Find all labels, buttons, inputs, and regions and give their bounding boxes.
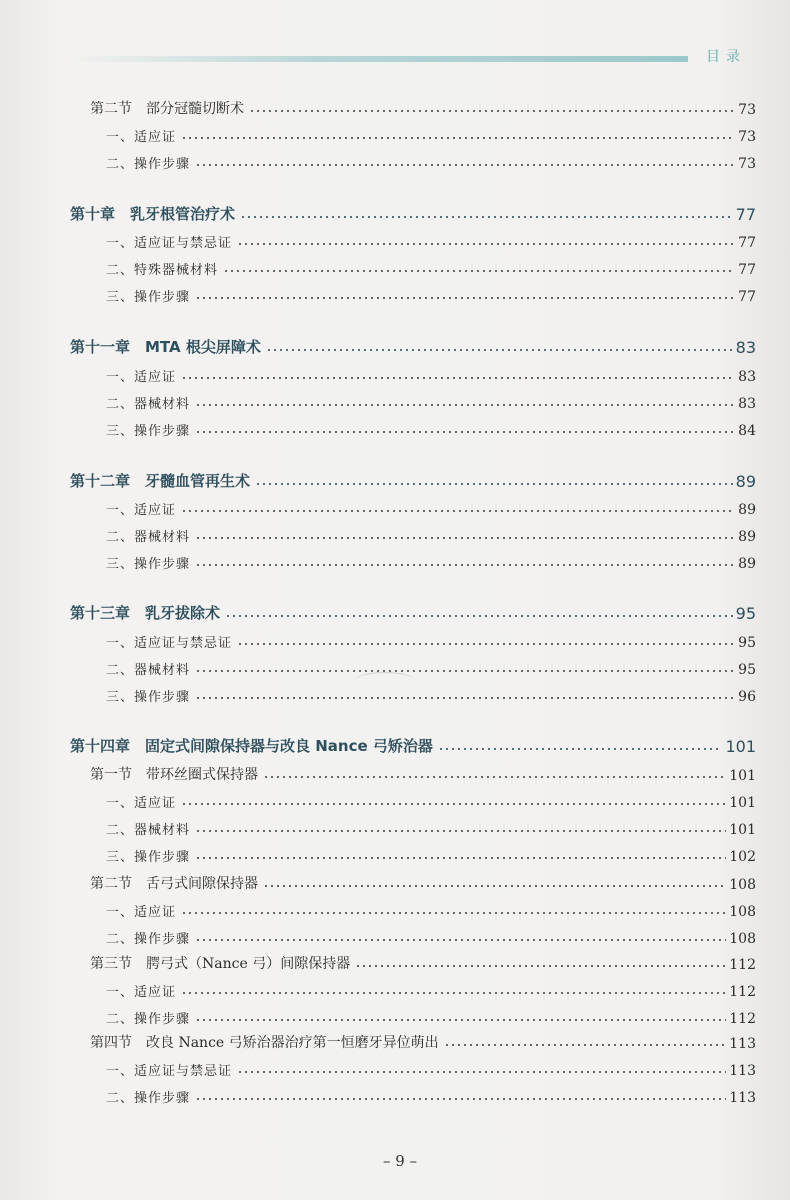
toc-entry-title: 一、适应证与禁忌证 xyxy=(106,636,233,651)
toc-entry-item xyxy=(106,1084,756,1106)
toc-entry-page: 95 xyxy=(738,635,756,651)
dot-leader xyxy=(181,802,726,806)
toc-entry-item xyxy=(106,978,756,1000)
dot-leader xyxy=(181,509,735,513)
dot-leader xyxy=(181,136,735,140)
toc-entry-title: 第三节 腭弓式（Nance 弓）间隙保持器 xyxy=(90,956,351,972)
dot-leader xyxy=(195,403,735,407)
toc-entry-title: 第四节 改良 Nance 弓矫治器治疗第一恒磨牙异位萌出 xyxy=(90,1035,439,1051)
dot-leader xyxy=(438,747,723,751)
toc-entry-page: 95 xyxy=(735,604,756,623)
toc-entry-title: 一、适应证与禁忌证 xyxy=(106,236,233,251)
toc-entry-title: 第十四章 固定式间隙保持器与改良 Nance 弓矫治器 xyxy=(70,737,433,755)
toc-entry-title: 一、适应证与禁忌证 xyxy=(106,1064,233,1079)
dot-leader xyxy=(181,376,735,380)
toc-entry-page: 73 xyxy=(738,156,756,172)
dot-leader xyxy=(181,991,726,995)
toc-entry-title: 一、适应证 xyxy=(106,503,177,518)
dot-leader xyxy=(195,938,726,942)
toc-entry-title: 三、操作步骤 xyxy=(106,290,191,305)
dot-leader xyxy=(249,109,735,113)
toc-entry-title: 一、适应证 xyxy=(106,985,177,1000)
toc-entry-item xyxy=(106,550,756,572)
toc-entry-title: 第十章 乳牙根管治疗术 xyxy=(70,205,236,223)
toc-entry-item xyxy=(106,1057,756,1079)
toc-entry-page: 89 xyxy=(738,529,756,545)
toc-entry-page: 101 xyxy=(729,795,756,811)
dot-leader xyxy=(266,348,733,352)
toc-entry-item xyxy=(106,629,756,651)
toc-entry-page: 112 xyxy=(729,1011,756,1027)
toc-entry-chapter xyxy=(70,335,756,357)
toc-entry-page: 101 xyxy=(729,768,756,784)
toc-entry-section xyxy=(90,951,756,973)
toc-entry-title: 一、适应证 xyxy=(106,905,177,920)
toc-entry-page: 84 xyxy=(738,423,756,439)
toc-entry-title: 三、操作步骤 xyxy=(106,850,191,865)
toc-entry-page: 108 xyxy=(729,877,756,893)
toc-entry-page: 83 xyxy=(735,338,756,357)
toc-entry-chapter xyxy=(70,202,756,224)
toc-entry-title: 三、操作步骤 xyxy=(106,557,191,572)
toc-entry-item xyxy=(106,123,756,145)
toc-entry-title: 二、特殊器械材料 xyxy=(106,263,219,278)
toc-entry-item xyxy=(106,898,756,920)
toc-entry-page: 113 xyxy=(729,1063,756,1079)
toc-entry-section xyxy=(90,1030,756,1052)
toc-entry-title: 一、适应证 xyxy=(106,796,177,811)
toc-entry-page: 113 xyxy=(729,1036,756,1052)
toc-entry-title: 二、器械材料 xyxy=(106,823,191,838)
dot-leader xyxy=(255,482,733,486)
toc-entry-page: 96 xyxy=(738,689,756,705)
dot-leader xyxy=(263,775,726,779)
toc-entry-page: 83 xyxy=(738,396,756,412)
toc-entry-page: 83 xyxy=(738,369,756,385)
toc-entry-chapter xyxy=(70,469,756,491)
toc-entry-page: 112 xyxy=(729,984,756,1000)
toc-entry-page: 102 xyxy=(729,849,756,865)
toc-entry-page: 89 xyxy=(738,556,756,572)
dot-leader xyxy=(355,964,726,968)
page-number: – 9 – xyxy=(382,1152,418,1170)
toc-entry-item xyxy=(106,523,756,545)
toc-entry-page: 108 xyxy=(729,904,756,920)
running-header: 目录 xyxy=(706,49,746,65)
toc-entry-page: 89 xyxy=(738,502,756,518)
toc-entry-section xyxy=(90,871,756,893)
dot-leader xyxy=(195,563,735,567)
toc-entry-title: 第一节 带环丝圈式保持器 xyxy=(90,767,258,783)
dot-leader xyxy=(195,163,735,167)
toc-entry-item xyxy=(106,789,756,811)
toc-entry-title: 第十一章 MTA 根尖屏障术 xyxy=(70,338,261,356)
toc-entry-page: 101 xyxy=(725,737,756,756)
toc-entry-page: 77 xyxy=(738,289,756,305)
dot-leader xyxy=(195,669,735,673)
dot-leader xyxy=(237,642,735,646)
toc-entry-title: 二、器械材料 xyxy=(106,397,191,412)
dot-leader xyxy=(195,1097,726,1101)
dot-leader xyxy=(237,242,735,246)
toc-entry-page: 73 xyxy=(738,129,756,145)
toc-entry-title: 一、适应证 xyxy=(106,130,177,145)
toc-entry-chapter xyxy=(70,734,756,756)
toc-entry-page: 112 xyxy=(729,957,756,973)
dot-leader xyxy=(225,614,733,618)
toc-entry-title: 二、操作步骤 xyxy=(106,1012,191,1027)
toc-entry-title: 二、操作步骤 xyxy=(106,932,191,947)
toc-entry-section xyxy=(90,762,756,784)
dot-leader xyxy=(195,536,735,540)
toc-entry-title: 第二节 舌弓式间隙保持器 xyxy=(90,876,258,892)
dot-leader xyxy=(195,829,726,833)
toc-entry-title: 二、操作步骤 xyxy=(106,1091,191,1106)
dot-leader xyxy=(195,296,735,300)
toc-entry-title: 第二节 部分冠髓切断术 xyxy=(90,101,244,117)
dot-leader xyxy=(263,884,726,888)
toc-entry-title: 二、操作步骤 xyxy=(106,157,191,172)
toc-entry-title: 第十二章 牙髓血管再生术 xyxy=(70,472,251,490)
toc-entry-title: 二、器械材料 xyxy=(106,663,191,678)
toc-entry-chapter xyxy=(70,601,756,623)
toc-entry-page: 89 xyxy=(735,472,756,491)
toc-entry-item xyxy=(106,1005,756,1027)
toc-entry-page: 101 xyxy=(729,822,756,838)
toc-entry-item xyxy=(106,229,756,251)
toc-entry-item xyxy=(106,363,756,385)
toc-entry-title: 三、操作步骤 xyxy=(106,690,191,705)
toc-entry-item xyxy=(106,390,756,412)
toc-entry-item xyxy=(106,843,756,865)
toc-entry-page: 77 xyxy=(735,205,756,224)
toc-entry-title: 一、适应证 xyxy=(106,370,177,385)
toc-entry-item xyxy=(106,417,756,439)
toc-entry-page: 108 xyxy=(729,931,756,947)
toc-entry-page: 113 xyxy=(729,1090,756,1106)
toc-entry-item xyxy=(106,496,756,518)
dot-leader xyxy=(181,911,726,915)
toc-entry-item xyxy=(106,656,756,678)
toc-entry-item xyxy=(106,816,756,838)
toc-entry-page: 95 xyxy=(738,662,756,678)
dot-leader xyxy=(195,430,735,434)
toc-entry-item xyxy=(106,256,756,278)
dot-leader xyxy=(223,269,735,273)
dot-leader xyxy=(195,856,726,860)
toc-entry-item xyxy=(106,150,756,172)
toc-entry-item xyxy=(106,683,756,705)
toc-entry-page: 77 xyxy=(738,235,756,251)
toc-entry-title: 三、操作步骤 xyxy=(106,424,191,439)
toc-entry-item xyxy=(106,925,756,947)
toc-entry-page: 73 xyxy=(738,102,756,118)
dot-leader xyxy=(237,1070,726,1074)
dot-leader xyxy=(195,696,735,700)
toc-entry-item xyxy=(106,283,756,305)
dot-leader xyxy=(195,1018,726,1022)
toc-entry-title: 二、器械材料 xyxy=(106,530,191,545)
pencil-mark xyxy=(355,672,415,689)
toc-entry-section xyxy=(90,96,756,118)
toc-entry-page: 77 xyxy=(738,262,756,278)
dot-leader xyxy=(444,1043,727,1047)
dot-leader xyxy=(240,215,733,219)
toc-entry-title: 第十三章 乳牙拔除术 xyxy=(70,604,221,622)
